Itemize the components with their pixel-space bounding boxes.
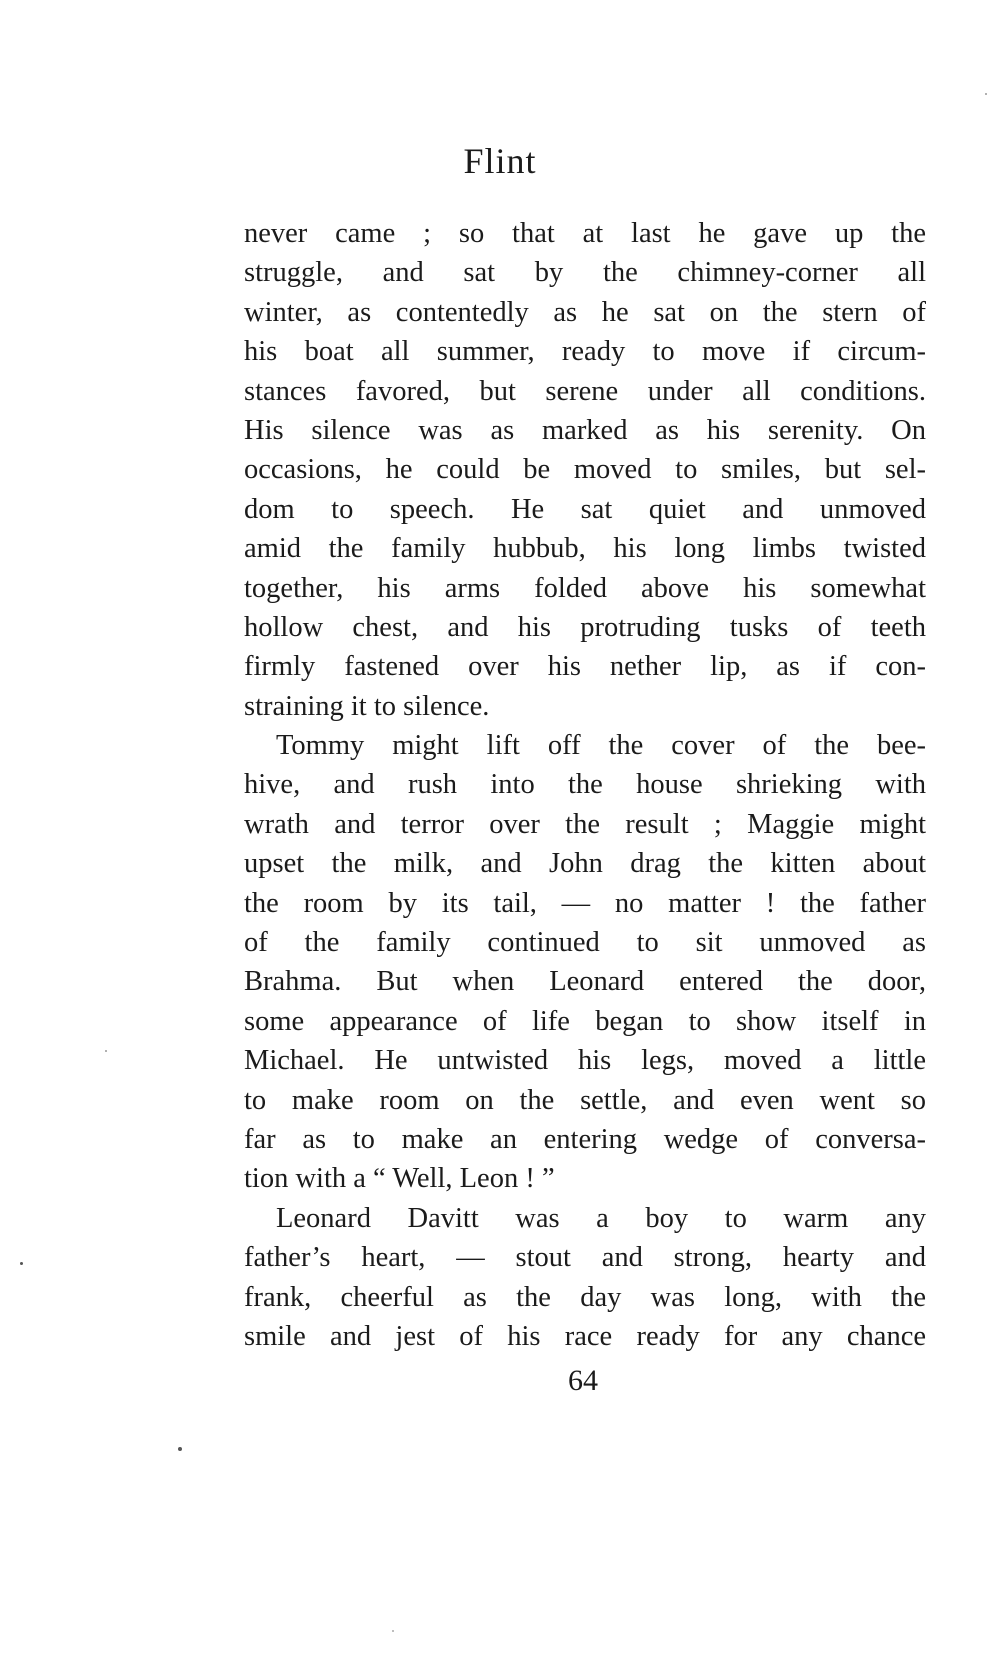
- text-line: winter, as contentedly as he sat on the stern of: [244, 296, 926, 328]
- text-line: father’s heart, — stout and strong, hearty and: [244, 1242, 926, 1274]
- text-line: some appearance of life began to show itself in: [244, 1005, 926, 1037]
- running-head: Flint: [463, 141, 537, 181]
- text-line: the room by its tail, — no matter ! the father: [244, 887, 926, 919]
- text-line: wrath and terror over the result ; Maggie might: [244, 808, 926, 840]
- paragraph: [244, 1199, 926, 1357]
- text-line: tion with a “ Well, Leon ! ”: [244, 1163, 555, 1195]
- text-line: together, his arms folded above his somewhat: [244, 572, 926, 604]
- text-line: amid the family hubbub, his long limbs twisted: [244, 533, 926, 565]
- page-number: 64: [568, 1364, 598, 1397]
- text-line: upset the milk, and John drag the kitten about: [244, 848, 926, 880]
- text-line: straining it to silence.: [244, 690, 490, 722]
- text-line: frank, cheerful as the day was long, with the: [244, 1281, 926, 1313]
- text-line: hive, and rush into the house shrieking with: [244, 769, 926, 801]
- text-line: to make room on the settle, and even went so: [244, 1084, 926, 1116]
- scan-speck: [178, 1447, 182, 1451]
- text-line: smile and jest of his race ready for any chance: [244, 1320, 926, 1352]
- text-line: firmly fastened over his nether lip, as if con-: [244, 651, 926, 683]
- text-line: Brahma. But when Leonard entered the door,: [244, 966, 926, 998]
- text-line: far as to make an entering wedge of conversa-: [244, 1123, 926, 1155]
- text-line: of the family continued to sit unmoved as: [244, 927, 926, 959]
- text-line: His silence was as marked as his serenity. On: [244, 414, 926, 446]
- text-line: Leonard Davitt was a boy to warm any: [276, 1202, 926, 1234]
- scan-speck: [105, 1050, 107, 1052]
- text-line: struggle, and sat by the chimney-corner all: [244, 257, 926, 289]
- text-line: dom to speech. He sat quiet and unmoved: [244, 493, 926, 525]
- text-line: Tommy might lift off the cover of the bee-: [276, 730, 926, 762]
- text-line: hollow chest, and his protruding tusks of teeth: [244, 611, 926, 643]
- text-line: his boat all summer, ready to move if circum-: [244, 336, 926, 368]
- paragraph: [244, 726, 926, 1199]
- body-text: [244, 214, 926, 1356]
- scan-speck: [985, 93, 987, 95]
- scan-speck: [20, 1262, 23, 1265]
- text-line: occasions, he could be moved to smiles, but sel-: [244, 454, 926, 486]
- paragraph: [244, 214, 926, 726]
- scan-speck: [392, 1630, 394, 1632]
- text-line: Michael. He untwisted his legs, moved a little: [244, 1045, 926, 1077]
- text-line: stances favored, but serene under all conditions.: [244, 375, 926, 407]
- text-line: never came ; so that at last he gave up the: [244, 218, 926, 249]
